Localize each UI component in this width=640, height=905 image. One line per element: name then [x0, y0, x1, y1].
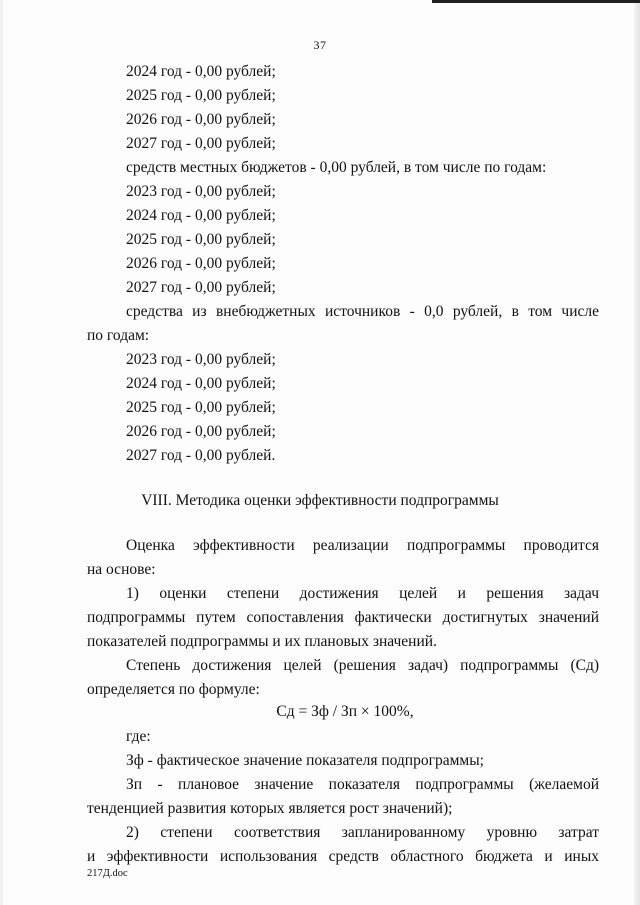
- text-line: 2024 год - 0,00 рублей;: [126, 375, 276, 392]
- scan-edge-right: [634, 0, 640, 905]
- text-line: Зф - фактическое значение показателя подпрограммы;: [126, 752, 484, 769]
- text-line: 2) степени соответствия запланированному уровню затрат: [126, 824, 599, 841]
- text-line: средств местных бюджетов - 0,00 рублей, в том числе по годам:: [126, 159, 547, 176]
- text-line: 2027 год - 0,00 рублей;: [126, 279, 276, 296]
- section-heading: VIII. Методика оценки эффективности подпрограммы: [141, 492, 499, 509]
- text-line: Степень достижения целей (решения задач) подпрограммы (Сд): [126, 657, 599, 674]
- text-line: 2026 год - 0,00 рублей;: [126, 255, 276, 272]
- text-line: где:: [126, 728, 151, 745]
- text-line: Зп - плановое значение показателя подпрограммы (желаемой: [126, 776, 599, 793]
- text-line: показателей подпрограммы и их плановых значений.: [87, 633, 437, 650]
- text-line: 2027 год - 0,00 рублей;: [126, 135, 276, 152]
- text-line: средства из внебюджетных источников - 0,0 рублей, в том числе: [126, 303, 599, 320]
- text-line: 2025 год - 0,00 рублей;: [126, 231, 276, 248]
- text-line: тенденцией развития которых является рост значений);: [87, 800, 453, 817]
- text-line: 2026 год - 0,00 рублей;: [126, 423, 276, 440]
- text-line: определяется по формуле:: [87, 681, 260, 698]
- text-line: 2024 год - 0,00 рублей;: [126, 207, 276, 224]
- text-line: 2023 год - 0,00 рублей;: [126, 351, 276, 368]
- footer-filename: 217Д.doc: [87, 868, 128, 879]
- text-line: 1) оценки степени достижения целей и решения задач: [126, 585, 599, 602]
- text-line: 2025 год - 0,00 рублей;: [126, 399, 276, 416]
- text-line: и эффективности использования средств областного бюджета и иных: [87, 848, 599, 865]
- text-line: 2025 год - 0,00 рублей;: [126, 87, 276, 104]
- scan-top-mark: [432, 0, 640, 3]
- text-line: 2023 год - 0,00 рублей;: [126, 183, 276, 200]
- formula: Сд = Зф / Зп × 100%,: [276, 703, 414, 720]
- text-line: на основе:: [87, 561, 156, 578]
- text-line: по годам:: [87, 327, 150, 344]
- text-line: 2026 год - 0,00 рублей;: [126, 111, 276, 128]
- text-line: Оценка эффективности реализации подпрограммы проводится: [126, 537, 599, 554]
- text-line: 2024 год - 0,00 рублей;: [126, 63, 276, 80]
- scan-edge-left: [0, 0, 3, 905]
- page-number: 37: [313, 38, 327, 52]
- text-line: подпрограммы путем сопоставления фактически достигнутых значений: [87, 609, 599, 626]
- text-line: 2027 год - 0,00 рублей.: [126, 447, 276, 464]
